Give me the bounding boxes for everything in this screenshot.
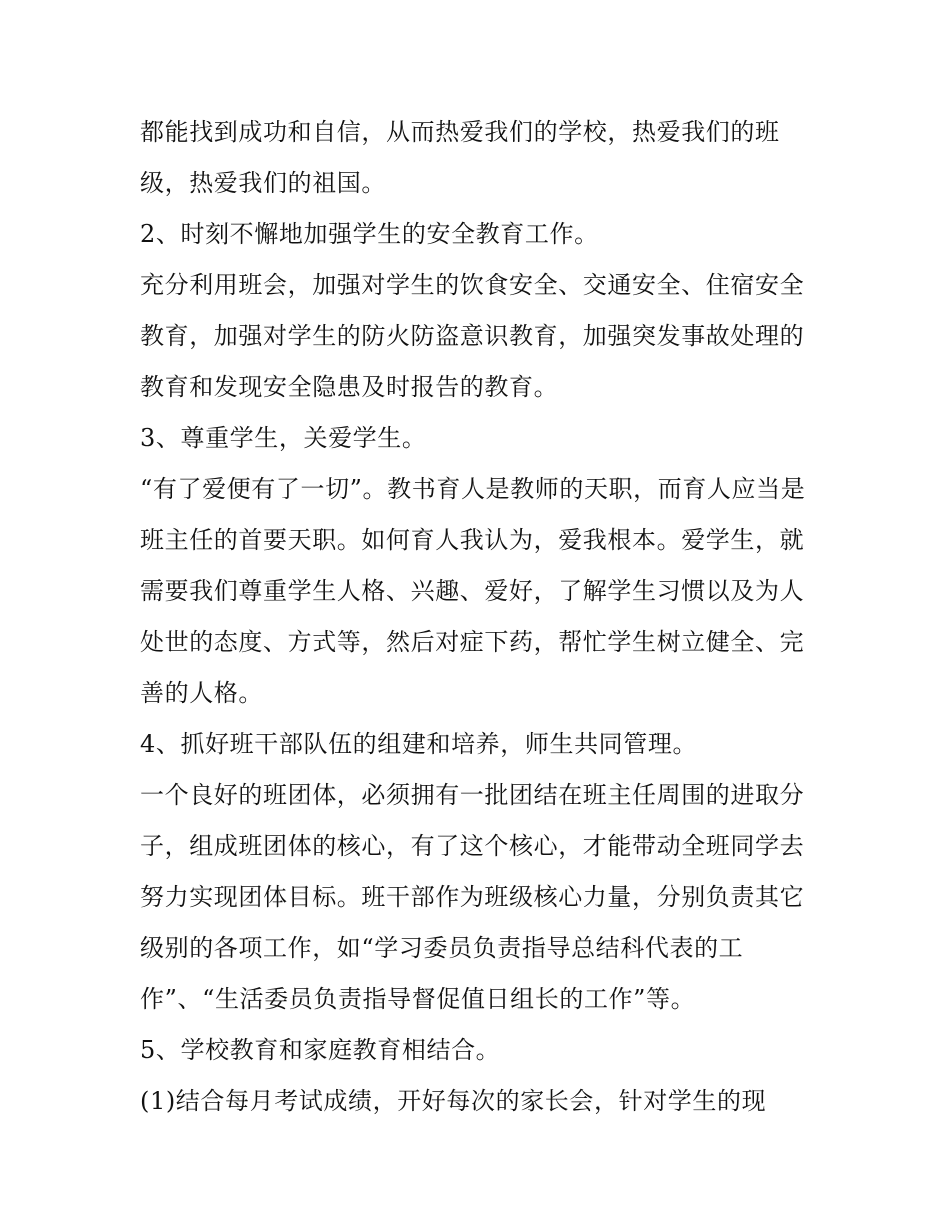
text-line: 努力实现团体目标。班干部作为班级核心力量，分别负责其它 [140,883,805,911]
section-heading: 4、抓好班干部队伍的组建和培养，师生共同管理。 [140,730,698,758]
text-line: 处世的态度、方式等，然后对症下药，帮忙学生树立健全、完 [140,628,805,656]
section-heading: 5、学校教育和家庭教育相结合。 [140,1036,501,1064]
text-line: 都能找到成功和自信，从而热爱我们的学校，热爱我们的班 [140,118,780,146]
body-text [140,107,830,1127]
text-line: 需要我们尊重学生人格、兴趣、爱好，了解学生习惯以及为人 [140,577,805,605]
text-line: 善的人格。 [140,679,263,707]
text-line: 级，热爱我们的祖国。 [140,169,386,197]
text-line: 教育和发现安全隐患及时报告的教育。 [140,373,559,401]
text-line: 一个良好的班团体，必须拥有一批团结在班主任周围的进取分 [140,781,805,809]
text-line: 级别的各项工作，如“学习委员负责指导总结科代表的工 [140,934,744,962]
section-heading: 2、时刻不懈地加强学生的安全教育工作。 [140,220,599,248]
text-line: 教育，加强对学生的防火防盗意识教育，加强突发事故处理的 [140,322,805,350]
text-line: 子，组成班团体的核心，有了这个核心，才能带动全班同学去 [140,832,805,860]
text-line: 班主任的首要天职。如何育人我认为，爱我根本。爱学生，就 [140,526,805,554]
text-line: 充分利用班会，加强对学生的饮食安全、交通安全、住宿安全 [140,271,805,299]
section-heading: 3、尊重学生，关爱学生。 [140,424,427,452]
text-line: (1)结合每月考试成绩，开好每次的家长会，针对学生的现 [140,1087,767,1115]
text-line: “有了爱便有了一切”。教书育人是教师的天职，而育人应当是 [140,475,806,503]
text-line: 作”、“生活委员负责指导督促值日组长的工作”等。 [140,985,696,1013]
